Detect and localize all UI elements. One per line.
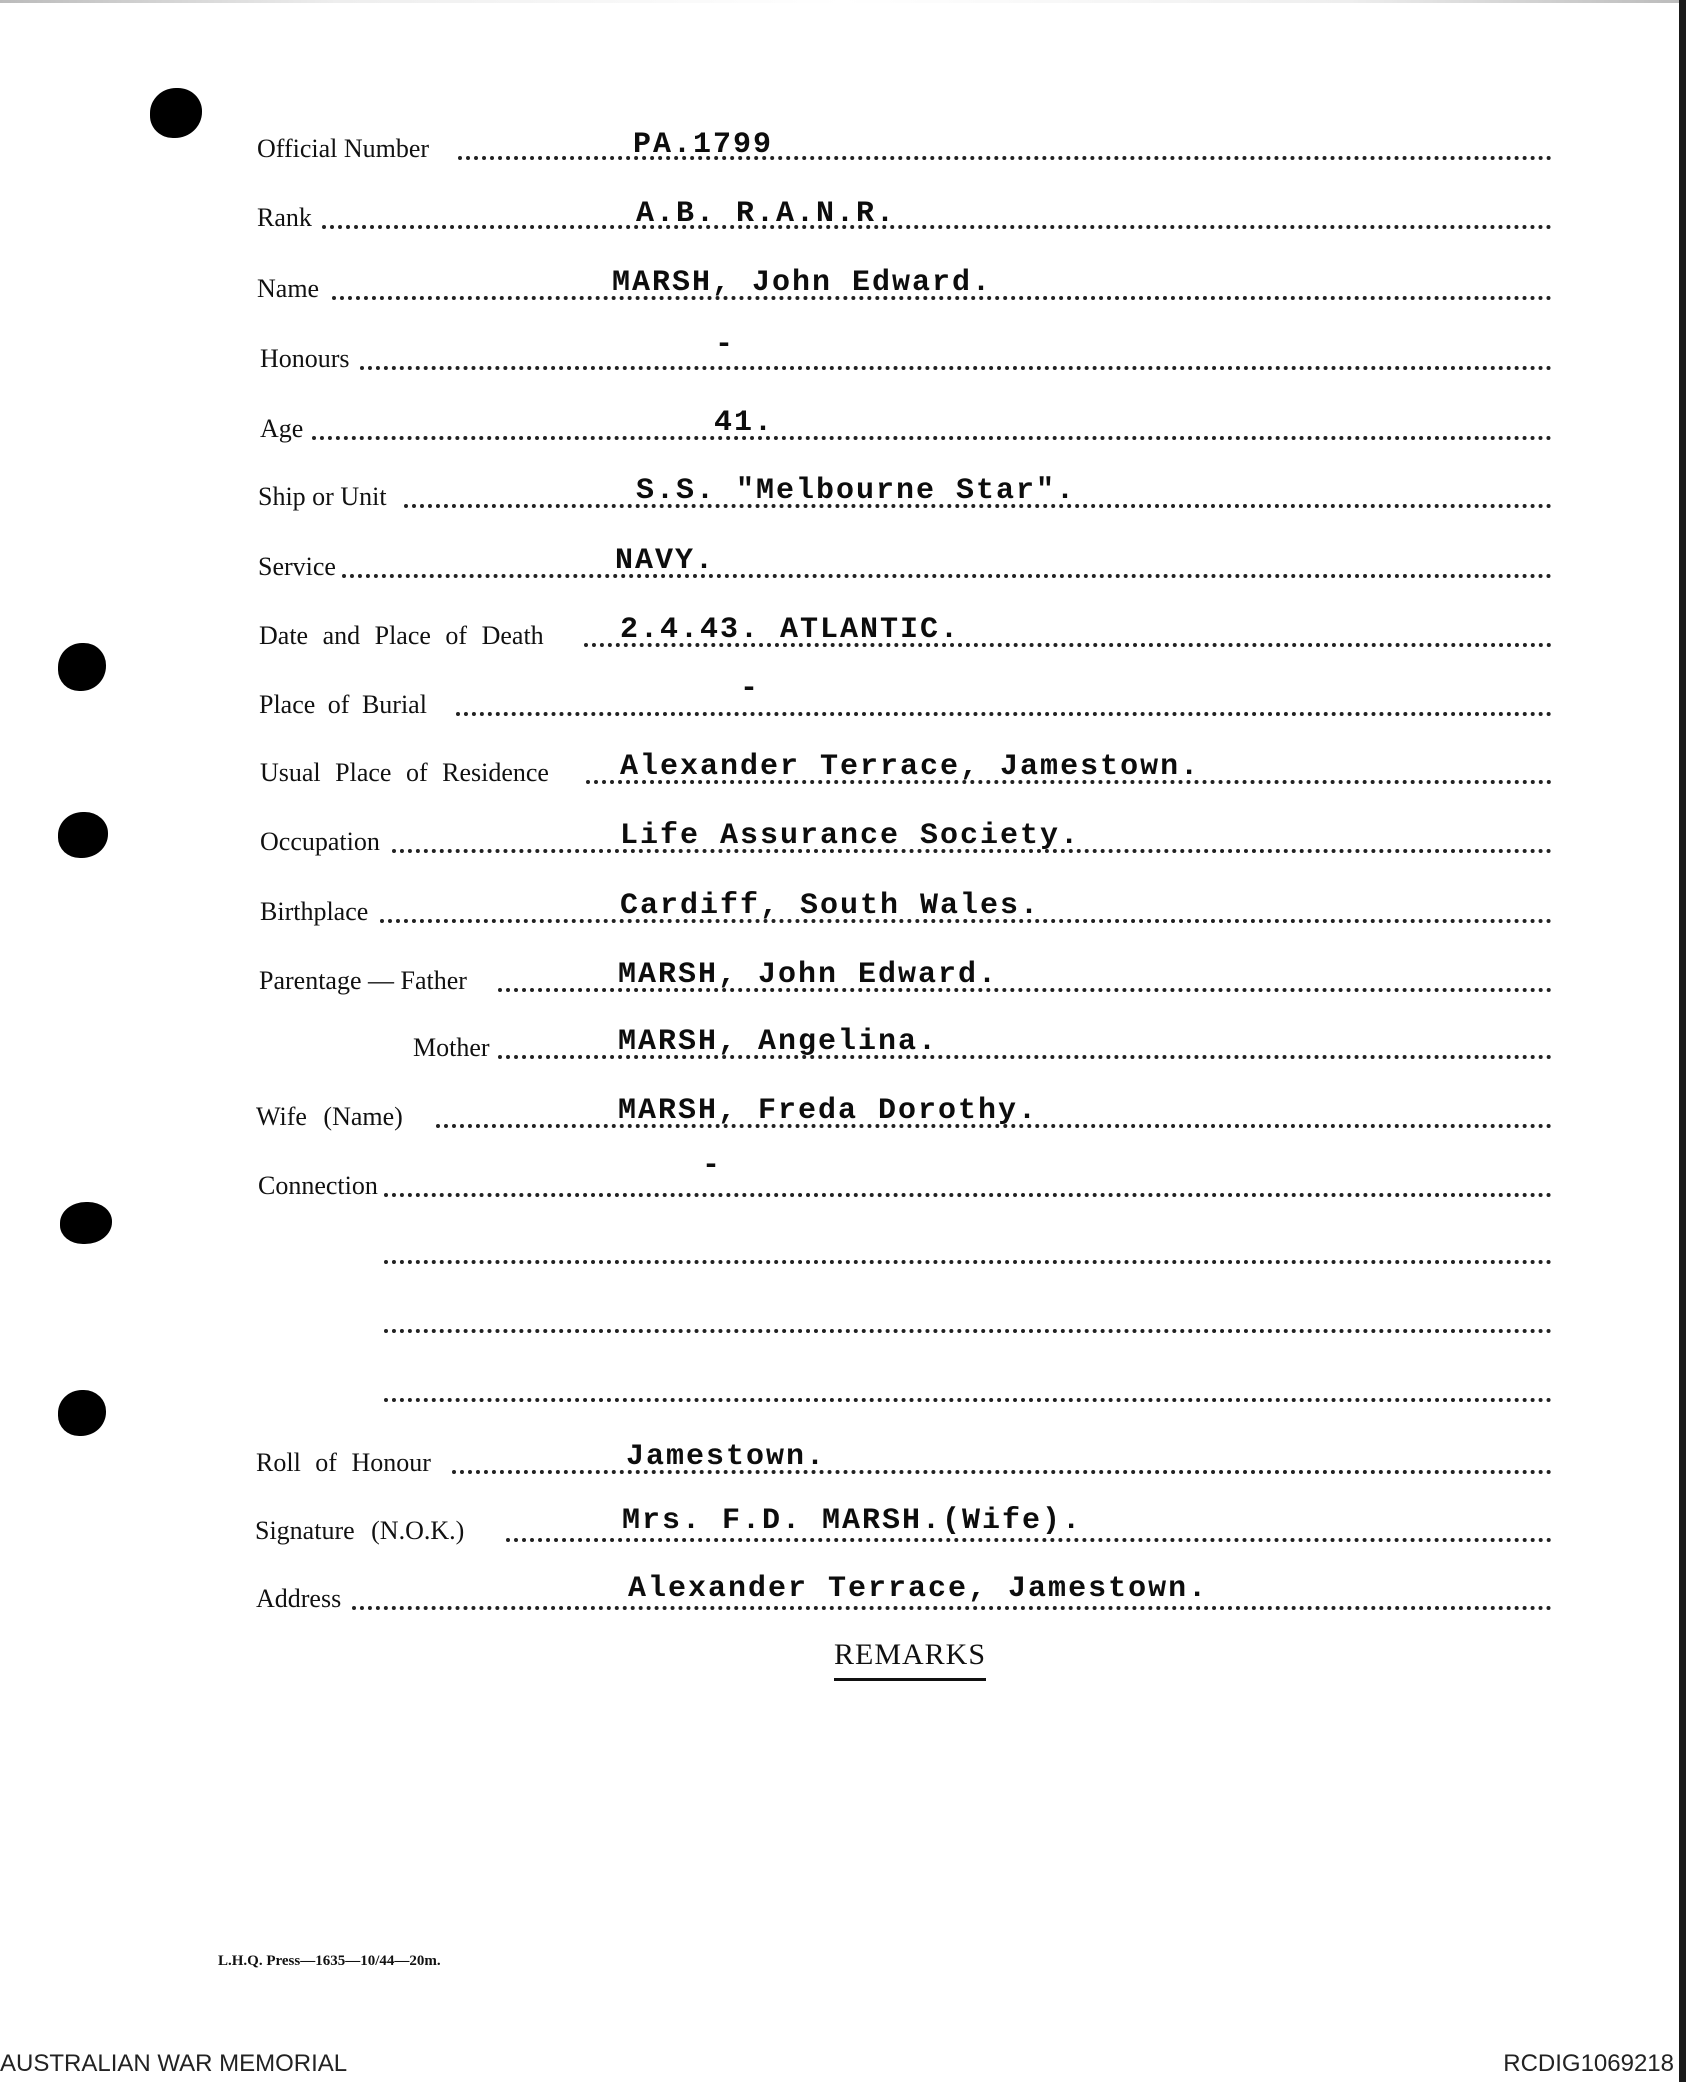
field-value: Mrs. F.D. MARSH.(Wife). [622, 1504, 1083, 1538]
remarks-heading: REMARKS [834, 1638, 986, 1681]
dotted-line [360, 366, 1552, 370]
field-value: Alexander Terrace, Jamestown. [620, 750, 1201, 784]
field-signature-nok [0, 1504, 1686, 1560]
dotted-line [452, 1470, 1552, 1474]
field-parentage-father [0, 960, 1686, 1010]
dotted-line [352, 1606, 1552, 1610]
field-label: Service [258, 552, 336, 581]
field-value: - [715, 328, 736, 362]
field-wife-name [0, 1096, 1686, 1146]
field-usual-residence [0, 752, 1686, 802]
archive-name: AUSTRALIAN WAR MEMORIAL [0, 2050, 348, 2077]
field-value: Alexander Terrace, Jamestown. [628, 1572, 1209, 1606]
field-address [0, 1572, 1686, 1628]
blank-dotted-line [384, 1260, 1552, 1264]
field-label: Occupation [260, 827, 380, 856]
field-label: Connection [258, 1171, 378, 1200]
dotted-line [506, 1538, 1552, 1542]
blank-dotted-line [384, 1398, 1552, 1402]
scan-top-edge [0, 0, 1686, 3]
field-ship-or-unit [0, 476, 1686, 526]
field-label: Signature (N.O.K.) [255, 1516, 465, 1545]
field-connection [0, 1149, 1686, 1215]
field-value: MARSH, Angelina. [618, 1025, 939, 1059]
dotted-line [456, 712, 1552, 716]
field-label: Honours [260, 344, 350, 373]
field-label: Place of Burial [259, 690, 427, 719]
field-value: - [702, 1149, 723, 1183]
field-label: Official Number [257, 134, 430, 163]
field-label: Rank [257, 203, 312, 232]
field-service [0, 546, 1686, 596]
field-honours [0, 328, 1686, 388]
punch-hole [58, 1390, 106, 1436]
field-name [0, 268, 1686, 318]
field-value: Cardiff, South Wales. [620, 889, 1041, 923]
field-rank [0, 199, 1686, 249]
field-label: Usual Place of Residence [260, 758, 549, 787]
field-label: Mother [413, 1033, 490, 1062]
field-label: Date and Place of Death [259, 621, 544, 650]
field-label: Address [256, 1584, 342, 1613]
field-value: 41. [714, 406, 775, 440]
field-label: Parentage — Father [259, 966, 467, 995]
record-reference: RCDIG1069218 [1503, 2050, 1674, 2077]
field-value: MARSH, John Edward. [618, 958, 999, 992]
dotted-line [312, 436, 1552, 440]
printer-imprint: L.H.Q. Press—1635—10/44—20m. [218, 1953, 441, 1969]
field-value: MARSH, Freda Dorothy. [618, 1094, 1039, 1128]
dotted-line [458, 156, 1552, 160]
field-label: Birthplace [260, 897, 369, 926]
field-value: A.B. R.A.N.R. [636, 197, 897, 231]
field-birthplace [0, 891, 1686, 941]
field-official-number [0, 130, 1686, 180]
field-label: Roll of Honour [256, 1448, 431, 1477]
field-value: MARSH, John Edward. [612, 266, 993, 300]
field-label: Name [257, 274, 320, 303]
field-parentage-mother [0, 1027, 1686, 1077]
dotted-line [322, 225, 1552, 229]
dotted-line [342, 574, 1552, 578]
dotted-line [384, 1193, 1552, 1197]
field-label: Ship or Unit [258, 482, 387, 511]
field-value: Life Assurance Society. [620, 819, 1081, 853]
field-label: Wife (Name) [256, 1102, 403, 1131]
blank-dotted-line [384, 1329, 1552, 1333]
field-place-of-burial [0, 672, 1686, 734]
field-date-place-of-death [0, 615, 1686, 665]
field-value: NAVY. [615, 544, 716, 578]
field-occupation [0, 821, 1686, 871]
field-value: PA.1799 [633, 128, 774, 162]
field-age [0, 408, 1686, 458]
field-value: 2.4.43. ATLANTIC. [620, 613, 961, 647]
field-value: S.S. "Melbourne Star". [636, 474, 1077, 508]
field-label: Age [260, 414, 304, 443]
field-value: Jamestown. [626, 1440, 827, 1474]
field-value: - [740, 672, 761, 706]
field-roll-of-honour [0, 1442, 1686, 1492]
